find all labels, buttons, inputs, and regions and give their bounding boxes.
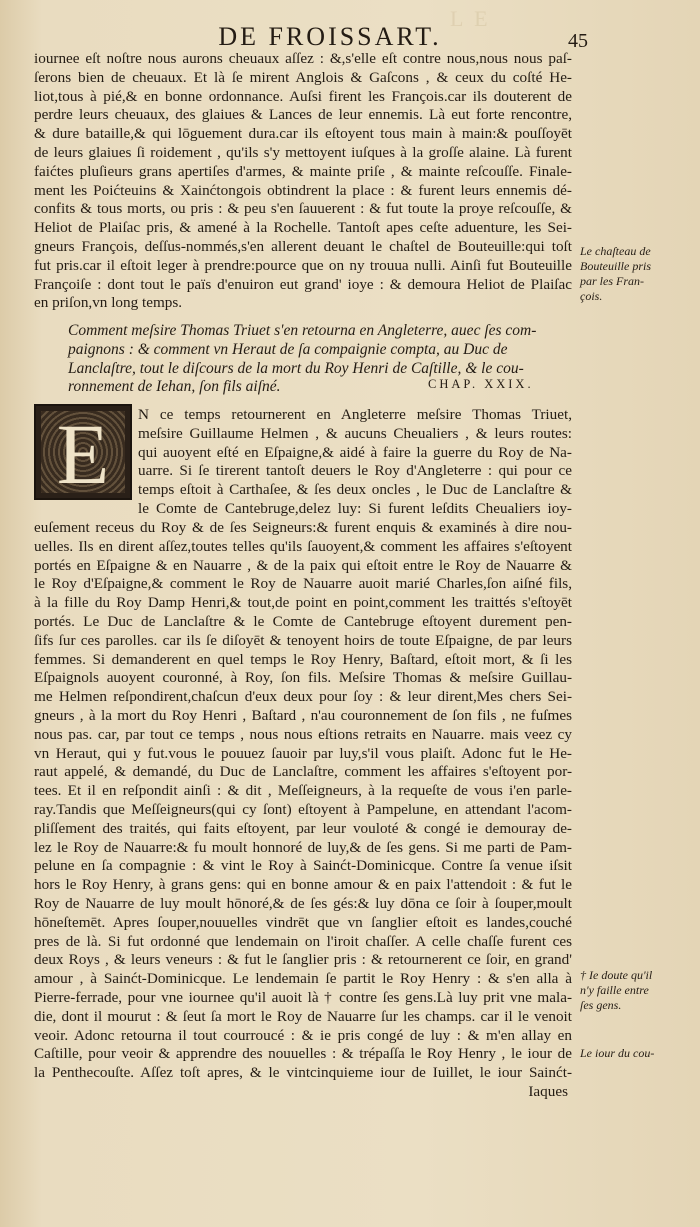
text-line: qui auoyent eſté en Eſpaigne,& aidé à faire la guerre du Roy de Na- [138, 443, 572, 461]
heading-line: paignons : & comment vn Heraut de ſa compaignie compta, au Duc de [68, 340, 508, 358]
margin-note-chateau [580, 244, 690, 304]
text-line: la Penthecouſte. Aſſez toſt apres, & le vintcinquieme iour de Iuillet, le iour Sainćt- [34, 1064, 572, 1082]
text-line: raut appelé, & demandé, du Duc de Lanclaſtre, comment les affaires s'eſtoyent por- [34, 763, 572, 781]
text-line: deux Roys , & leurs veneurs : & fut le ſanglier pris : & retournerent ce ſoir, en grand' [34, 951, 572, 969]
text-line: Caſtille, pour veoir & apprendre des nouuelles : & trépaſſa le Roy Henry , le iour de [34, 1045, 572, 1063]
margin-note-iour [580, 1046, 690, 1061]
margin-note-line: Le iour du cou- [580, 1046, 655, 1060]
margin-note-line: † Ie doute qu'il [580, 968, 653, 982]
text-line: hōneſtemēt. Apres ſouper,nouuelles vindrēt que vn ſanglier eſtoit es landes,couché [34, 913, 572, 931]
page-number: 45 [568, 30, 588, 52]
text-line: euſement receus du Roy & de ſes Seigneurs:& furent enquis & examinés à dire nou- [34, 519, 572, 536]
margin-note-line: çois. [580, 289, 603, 303]
running-head: DE FROISSART. [218, 22, 442, 51]
text-line: uelles. Ils en dirent aſſez,toutes telles qu'ils ſauoyent,& comment les affaires s'eſtoyent [34, 537, 572, 555]
catchword: Iaques [528, 1082, 568, 1100]
text-line: pres de là. Si fut ordonné que lendemain on l'iroit chaſſer. A celle chaſſe furent ces [34, 932, 572, 950]
text-line: portés. Le Duc de Lanclaſtre & le Comte de Cantebruge eſtoyent durement pen- [34, 612, 572, 630]
text-line: Pierre-ferrade, pour vne iournee qu'il auoit là † contre ſes gens.Là luy prit vne mala- [34, 988, 572, 1006]
text-line: Roy de Nauarre de luy moult hōnoré,& de ſes gés:& luy dōna ce ſoir à ſouper,moult [34, 894, 572, 912]
show-through-text: L E [450, 6, 491, 31]
text-line: Françoiſe : dont tout le païs d'enuiron eut grand' ioye : & demoura Heliot de Plaiſac [34, 275, 572, 293]
text-line: le Roy d'Eſpaigne,& comment le Roy de Nauarre auoit marié Charles,ſon aiſné fils, [34, 575, 572, 593]
text-line: lez le Roy de Nauarre:& fu moult honnoré de luy,& de ſes gens. Si me parti de Pam- [34, 838, 572, 856]
text-line: femmes. Si demanderent en quel temps le Roy Henry, Baſtard, eſtoit mort, & ſi les [34, 650, 572, 668]
text-line: pelune en ſa compagnie : & vint le Roy à Sainćt-Dominicque. Contre ſa venue iſsit [34, 857, 572, 875]
text-line: le Comte de Cantebruge,delez luy: Si furent leſdits Cheualiers ioy- [138, 499, 572, 517]
margin-note-line: Le chaſteau de [580, 244, 651, 258]
text-line: ment les Poićteuins & Xainćtongois obtindrent la place : & furent leurs ennemis dé- [34, 181, 572, 199]
text-line: veoir. Adonc retourna il tout courroucé : & ie pris congé de luy : & m'en allay en [34, 1026, 572, 1044]
margin-note-doute [580, 968, 690, 1013]
margin-note-line: n'y faille entre [580, 983, 649, 997]
text-line: Eſpaignols auoyent couronné, à Roy, ſon fils. Meſsire Thomas & meſsire Guillau- [34, 669, 572, 687]
text-line: à la fille du Roy Damp Henri,& tout,de point en point,comment les traittés s'eſtoyēt [34, 594, 572, 612]
text-line: me Helmen reſpondirent,chaſcun d'eux deux pour ſoy : & leur dirent,Mes chers Sei- [34, 688, 572, 706]
top-paragraph [34, 50, 572, 313]
text-line: die, dont il mourut : & ſeut ſa mort le Roy de Nauarre ſur les champs. car il le venoit [34, 1007, 572, 1025]
text-line: meſsire Guillaume Helmen , & aucuns Cheualiers , & leurs routes: [138, 424, 572, 442]
text-line: nous pas. car, par tout ce temps , nous nous eſtions retraits en Nauarre. mais veez cy [34, 725, 572, 743]
text-line: fut pris.car il eſtoit leger à prendre:pource que on ny trouua nulli. Ainſi fut Bouteuille [34, 256, 572, 274]
margin-note-line: ſes gens. [580, 998, 622, 1012]
text-line: ray.Tandis que Meſſeigneurs(qui cy ſont) eſtoyent à Pampelune, en attendant l'acom- [34, 800, 572, 818]
text-line: amour , à Sainćt-Dominicque. Le lendemain ſe partit le Roy Henry : & s'en alla à [34, 970, 572, 988]
text-line: gneurs François, deſſus-nommés,s'en allerent deuant le chaſtel de Bouteuille:qui toſt [34, 237, 572, 255]
heading-line: ronnement de Iehan, ſon fils aiſné. [68, 378, 281, 396]
text-line: ſerons bien de cheuaux. Et là ſe mirent Anglois & Gaſcons , & ceux du coſté He- [34, 68, 572, 86]
text-line: pliſſement des traités, qui faits eſtoyent, par leur vouloté & congé ie demouray de- [34, 819, 572, 837]
text-line: confits & tous morts, ou pris : & peu s'en ſauuerent : & fut toute la proye reſcouſſe, & [34, 200, 572, 218]
text-line: liot,tous à pié,& en bonne ordonnance. Auſsi firent les François.car ils douterent de [34, 87, 572, 105]
initial-letter: E [56, 406, 110, 502]
heading-line: Lanclaſtre, tout le diſcours de la mort du Roy Henri de Caſtille, & le cou- [68, 359, 524, 377]
text-line: vn Heraut, qui y fut.vous le pouuez ſauoir par luy,s'il vous plaiſt. Adonc fut le He- [34, 744, 572, 762]
text-line: gneurs , à la mort du Roy Henri , Baſtard , n'au couronnement de ſon fils , ne fuſmes [34, 706, 572, 724]
text-line: temps eſtoit à Carthaſee, & ſes deux oncles , le Duc de Lanclaſtre & [138, 481, 572, 499]
text-line: uarre. Si ſe tirerent tantoſt deuers le Roy d'Angleterre : qui pour ce [138, 462, 572, 480]
text-line: perdre leurs cheuaux, des glaiues & Lances de leur ennemis. Là eut forte rencontre, [34, 106, 572, 124]
chapter-opening-lines [34, 406, 572, 519]
text-line: en priſon,vn long temps. [34, 294, 183, 312]
text-line: de leurs glaiues ſi roidement , qu'ils s'y mettoyent iuſques à la groſſe alaine. Là furent [34, 143, 572, 161]
text-line: tees. Et il en reſpondit ainſi : & dit , Meſſeigneurs, à la requeſte de vous i'en parle- [34, 782, 572, 800]
margin-note-line: Bouteuille pris [580, 259, 651, 273]
main-paragraph [34, 519, 572, 1102]
text-line: ſifs ſur ces parolles. car ils ſe diſoyēt & tenoyent hoirs de toute Eſpaigne, de par leurs [34, 631, 572, 649]
chapter-number: CHAP. XXIX. [428, 377, 534, 391]
text-line: N ce temps retournerent en Angleterre meſsire Thomas Triuet, [138, 406, 572, 423]
text-line: portés en Eſpaigne & en Nauarre , & de la paix qui eſtoit entre le Roy de Nauarre & [34, 556, 572, 574]
text-line: & dure bataille,& qui lōguement dura.car ils eſtoyent tous main à main:& pouſſoyēt [34, 125, 572, 143]
heading-line: Comment meſsire Thomas Triuet s'en retourna en Angleterre, auec ſes com- [68, 322, 537, 339]
margin-note-line: par les Fran- [580, 274, 644, 288]
text-line: hors le Roy Henry, à grans gens: qui en bonne amour & en paix l'attendoit : & fut le [34, 876, 572, 894]
text-line: iournee eſt noſtre nous aurons cheuaux aſſez : &,s'elle eſt contre nous,nous nous paſ- [34, 50, 572, 67]
text-line: faićtes pluſieurs grans apertiſes d'armes, & mainte priſe , & mainte reſcouſſe. Finale- [34, 162, 572, 180]
text-line: Heliot de Plaiſac pris, & amené à la Rochelle. Tantoſt apes ceſte aduenture, les Sei- [34, 219, 572, 237]
